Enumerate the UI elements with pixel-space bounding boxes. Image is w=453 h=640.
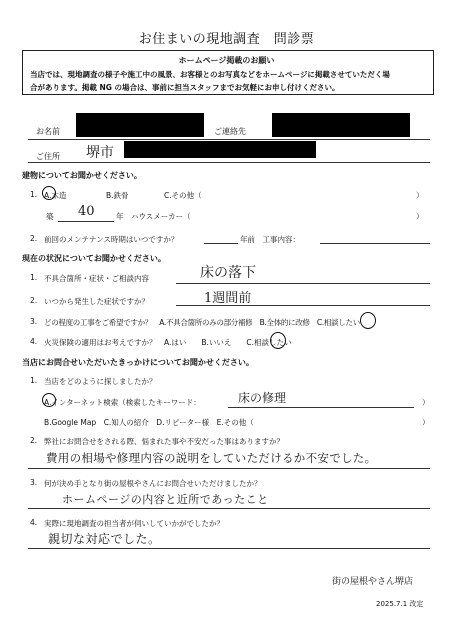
option-internet-search[interactable]: A.インターネット検索（検索したキーワード：: [44, 398, 201, 407]
name-label: お名前: [36, 127, 60, 136]
survey-question: 実際に現地調査の担当者が伺いしていかがでしたか？: [44, 519, 224, 528]
contact-label: ご連絡先: [214, 127, 246, 136]
address-value: 堺市: [86, 145, 114, 161]
work-scope-question: どの程度の工事をご希望ですか？ A.不具合箇所のみの部分補修 B.全体的に改修 C.相談したい: [44, 318, 360, 327]
found-question: 当店をどのように探しましたか？: [44, 377, 157, 386]
other-close: ）: [422, 418, 430, 427]
issue-answer: 床の落下: [200, 265, 256, 281]
status-q2-number: 2.: [30, 296, 38, 305]
maintenance-question: 前回のメンテナンス時期はいつですか？: [44, 235, 179, 244]
status-q3-number: 3.: [30, 317, 38, 326]
notice-line-1: 当店では、現地調査の様子や施工中の風景、お客様とのお写真などをホームページに掲載させていただく場: [30, 70, 390, 79]
name-line: [28, 139, 210, 140]
age-prefix: 築: [46, 212, 54, 221]
option-steel[interactable]: B.鉄骨: [106, 191, 129, 200]
revision-date: 2025.7.1 改定: [376, 600, 424, 608]
address-redaction: [124, 141, 316, 158]
option-wood[interactable]: A.木造: [44, 191, 67, 200]
search-keyword-answer: 床の修理: [238, 391, 287, 405]
building-heading: 建物についてお聞かせください。: [22, 171, 142, 180]
selected-circle: [270, 332, 286, 349]
building-age-value: 40: [78, 204, 95, 219]
page-title: お住まいの現地調査 問診票: [138, 32, 315, 47]
issue-line: [176, 283, 430, 284]
decision-line: [28, 508, 430, 509]
maintenance-year-line: [204, 243, 238, 244]
since-question: いつから発生した症状ですか？: [44, 297, 149, 306]
inquiry-heading: 当店にお問合せいただいたきっかけについてお聞かせください。: [22, 358, 254, 367]
address-line: [28, 162, 430, 163]
name-redaction: [76, 113, 204, 137]
since-answer: 1週間前: [204, 291, 252, 306]
status-q4-number: 4.: [30, 337, 38, 346]
status-q1-number: 1.: [30, 273, 38, 282]
issue-question: 不具合箇所・症状・ご相談内容: [44, 274, 149, 283]
inquiry-q3-number: 3.: [30, 478, 38, 487]
insurance-question: 火災保険の適用はお考えですか？ A.はい B.いいえ C.相談したい: [44, 338, 292, 347]
concern-answer: 費用の相場や修理内容の説明をしていただけるか不安でした。: [46, 451, 377, 465]
building-q1-number: 1.: [30, 190, 38, 199]
notice-heading: ホームページ掲載のお願い: [178, 56, 275, 65]
house-maker-close: ）: [416, 212, 424, 221]
address-label: ご住所: [36, 152, 60, 161]
house-maker-label: 年 ハウスメーカー（: [116, 212, 191, 221]
age-line: [58, 221, 114, 222]
decision-answer: ホームページの内容と近所であったこと: [62, 493, 269, 506]
maintenance-work-line: [320, 243, 430, 244]
concern-question: 弊社にお問合せをされる際、悩まれた事や不安だった事はありますか？: [44, 437, 284, 446]
survey-line: [28, 548, 430, 549]
inquiry-q4-number: 4.: [30, 518, 38, 527]
keyword-close: ）: [422, 398, 430, 407]
contact-line: [210, 139, 430, 140]
building-q2-number: 2.: [30, 234, 38, 243]
option-other[interactable]: C.その他（: [164, 191, 202, 200]
decision-question: 何が決め手となり街の屋根やさんにお問合せいただけましたか？: [44, 479, 262, 488]
keyword-line: [228, 407, 414, 408]
survey-answer: 親切な対応でした。: [48, 532, 161, 546]
shop-name: 街の屋根やさん堺店: [332, 577, 414, 587]
concern-line: [28, 468, 430, 469]
contact-redaction: [272, 113, 410, 137]
since-line: [176, 305, 430, 306]
building-q1-close: ）: [416, 191, 424, 200]
inquiry-q2-number: 2.: [30, 436, 38, 445]
status-heading: 現在の状況についてお聞かせください。: [22, 254, 166, 263]
maintenance-work-label: 年前 工事内容：: [240, 235, 300, 244]
inquiry-q1-number: 1.: [30, 376, 38, 385]
notice-line-2: 合があります。掲載 NG の場合は、事前に担当スタッフまでお気軽にお申し付けください。: [30, 83, 340, 92]
selected-circle: [360, 312, 376, 329]
found-options-line2[interactable]: B.Google Map C.知人の紹介 D.リピーター様 E.その他（: [44, 418, 254, 427]
